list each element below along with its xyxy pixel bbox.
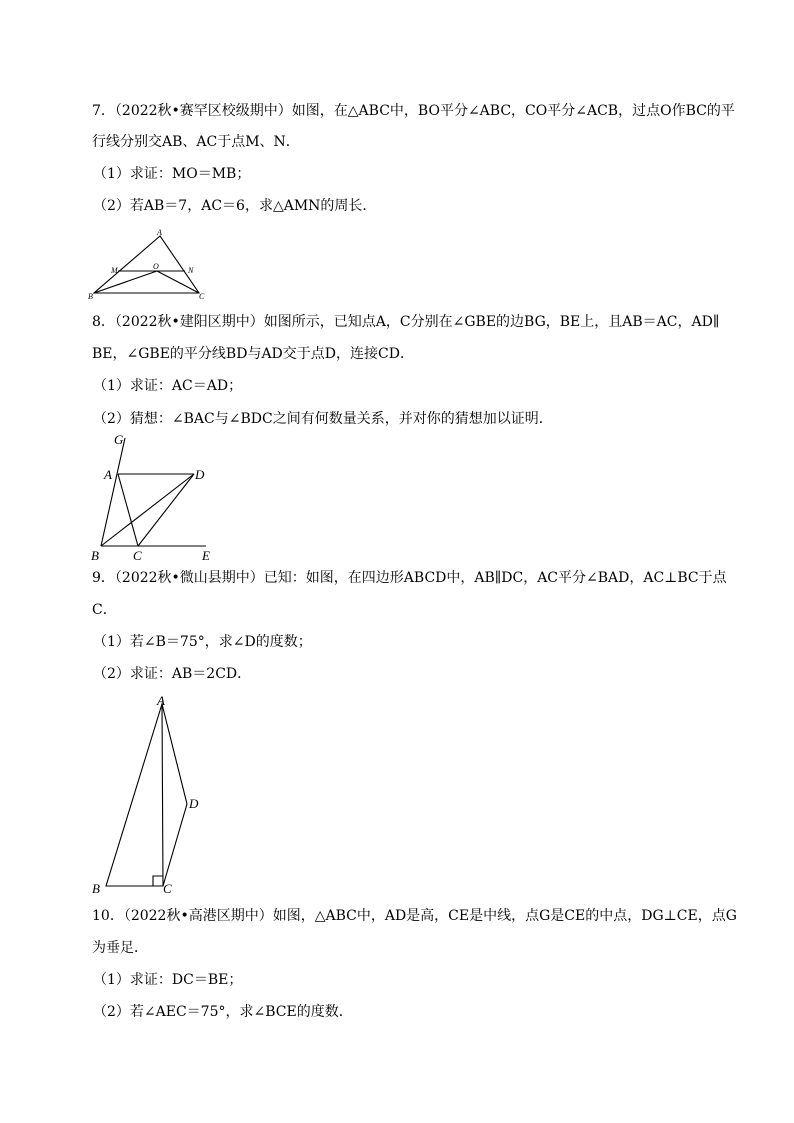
segment-ac xyxy=(118,474,138,546)
problem-7-line-1: 7．（2022秋•赛罕区校级期中）如图，在△ABC中，BO平分∠ABC，CO平分∠ACB，过点O作BC的平 xyxy=(92,103,735,119)
problem-8-part-1: （1）求证：AC＝AD； xyxy=(93,378,243,394)
problem-10-line-1: 10．（2022秋•高港区期中）如图，△ABC中，AD是高，CE是中线，点G是CE的中点，DG⊥CE，点G xyxy=(92,908,737,924)
label-d: D xyxy=(195,467,205,482)
problem-7-part-1: （1）求证：MO＝MB； xyxy=(93,166,251,182)
quadrilateral-abcd xyxy=(106,704,187,886)
problem-9-part-1: （1）若∠B＝75°，求∠D的度数； xyxy=(93,634,312,650)
label-a: A xyxy=(157,228,162,237)
segment-ac xyxy=(162,704,163,886)
label-e: E xyxy=(202,548,210,563)
label-b: B xyxy=(91,548,99,563)
problem-8-figure xyxy=(86,430,226,562)
label-o: O xyxy=(153,262,159,271)
label-n: N xyxy=(188,266,194,275)
label-b: B xyxy=(92,881,100,896)
label-d: D xyxy=(189,796,199,811)
label-m: M xyxy=(111,266,118,275)
problem-9-line-1: 9．（2022秋•微山县期中）已知：如图，在四边形ABCD中，AB∥DC，AC平分∠BAD，AC⊥BC于点 xyxy=(92,570,727,586)
problem-10-line-2: 为垂足． xyxy=(92,940,148,956)
label-c: C xyxy=(199,292,205,301)
problem-8-line-1: 8．（2022秋•建阳区期中）如图所示，已知点A，C分别在∠GBE的边BG，BE上，且AB＝AC，AD∥ xyxy=(92,314,720,330)
problem-8-part-2: （2）猜想：∠BAC与∠BDC之间有何数量关系，并对你的猜想加以证明． xyxy=(93,411,553,427)
label-c: C xyxy=(133,548,142,563)
problem-7-line-2: 行线分别交AB、AC于点M、N． xyxy=(92,134,300,150)
label-b: B xyxy=(88,292,93,301)
problem-7-figure xyxy=(86,228,211,300)
problem-10-part-1: （1）求证：DC＝BE； xyxy=(93,972,243,988)
problem-9-line-2: C． xyxy=(92,602,117,618)
label-g: G xyxy=(114,432,124,447)
label-c: C xyxy=(163,881,172,896)
label-a: A xyxy=(157,693,165,708)
problem-9-part-2: （2）求证：AB＝2CD． xyxy=(93,666,252,682)
problem-9-figure xyxy=(86,690,216,898)
problem-8-line-2: BE，∠GBE的平分线BD与AD交于点D，连接CD． xyxy=(92,346,414,362)
right-angle-mark xyxy=(153,876,163,886)
label-a: A xyxy=(104,467,112,482)
problem-10-part-2: （2）若∠AEC＝75°，求∠BCE的度数． xyxy=(93,1004,353,1020)
segment-bo xyxy=(94,271,157,293)
problem-7-part-2: （2）若AB＝7，AC＝6，求△AMN的周长． xyxy=(93,198,377,214)
segment-cd xyxy=(138,474,194,546)
